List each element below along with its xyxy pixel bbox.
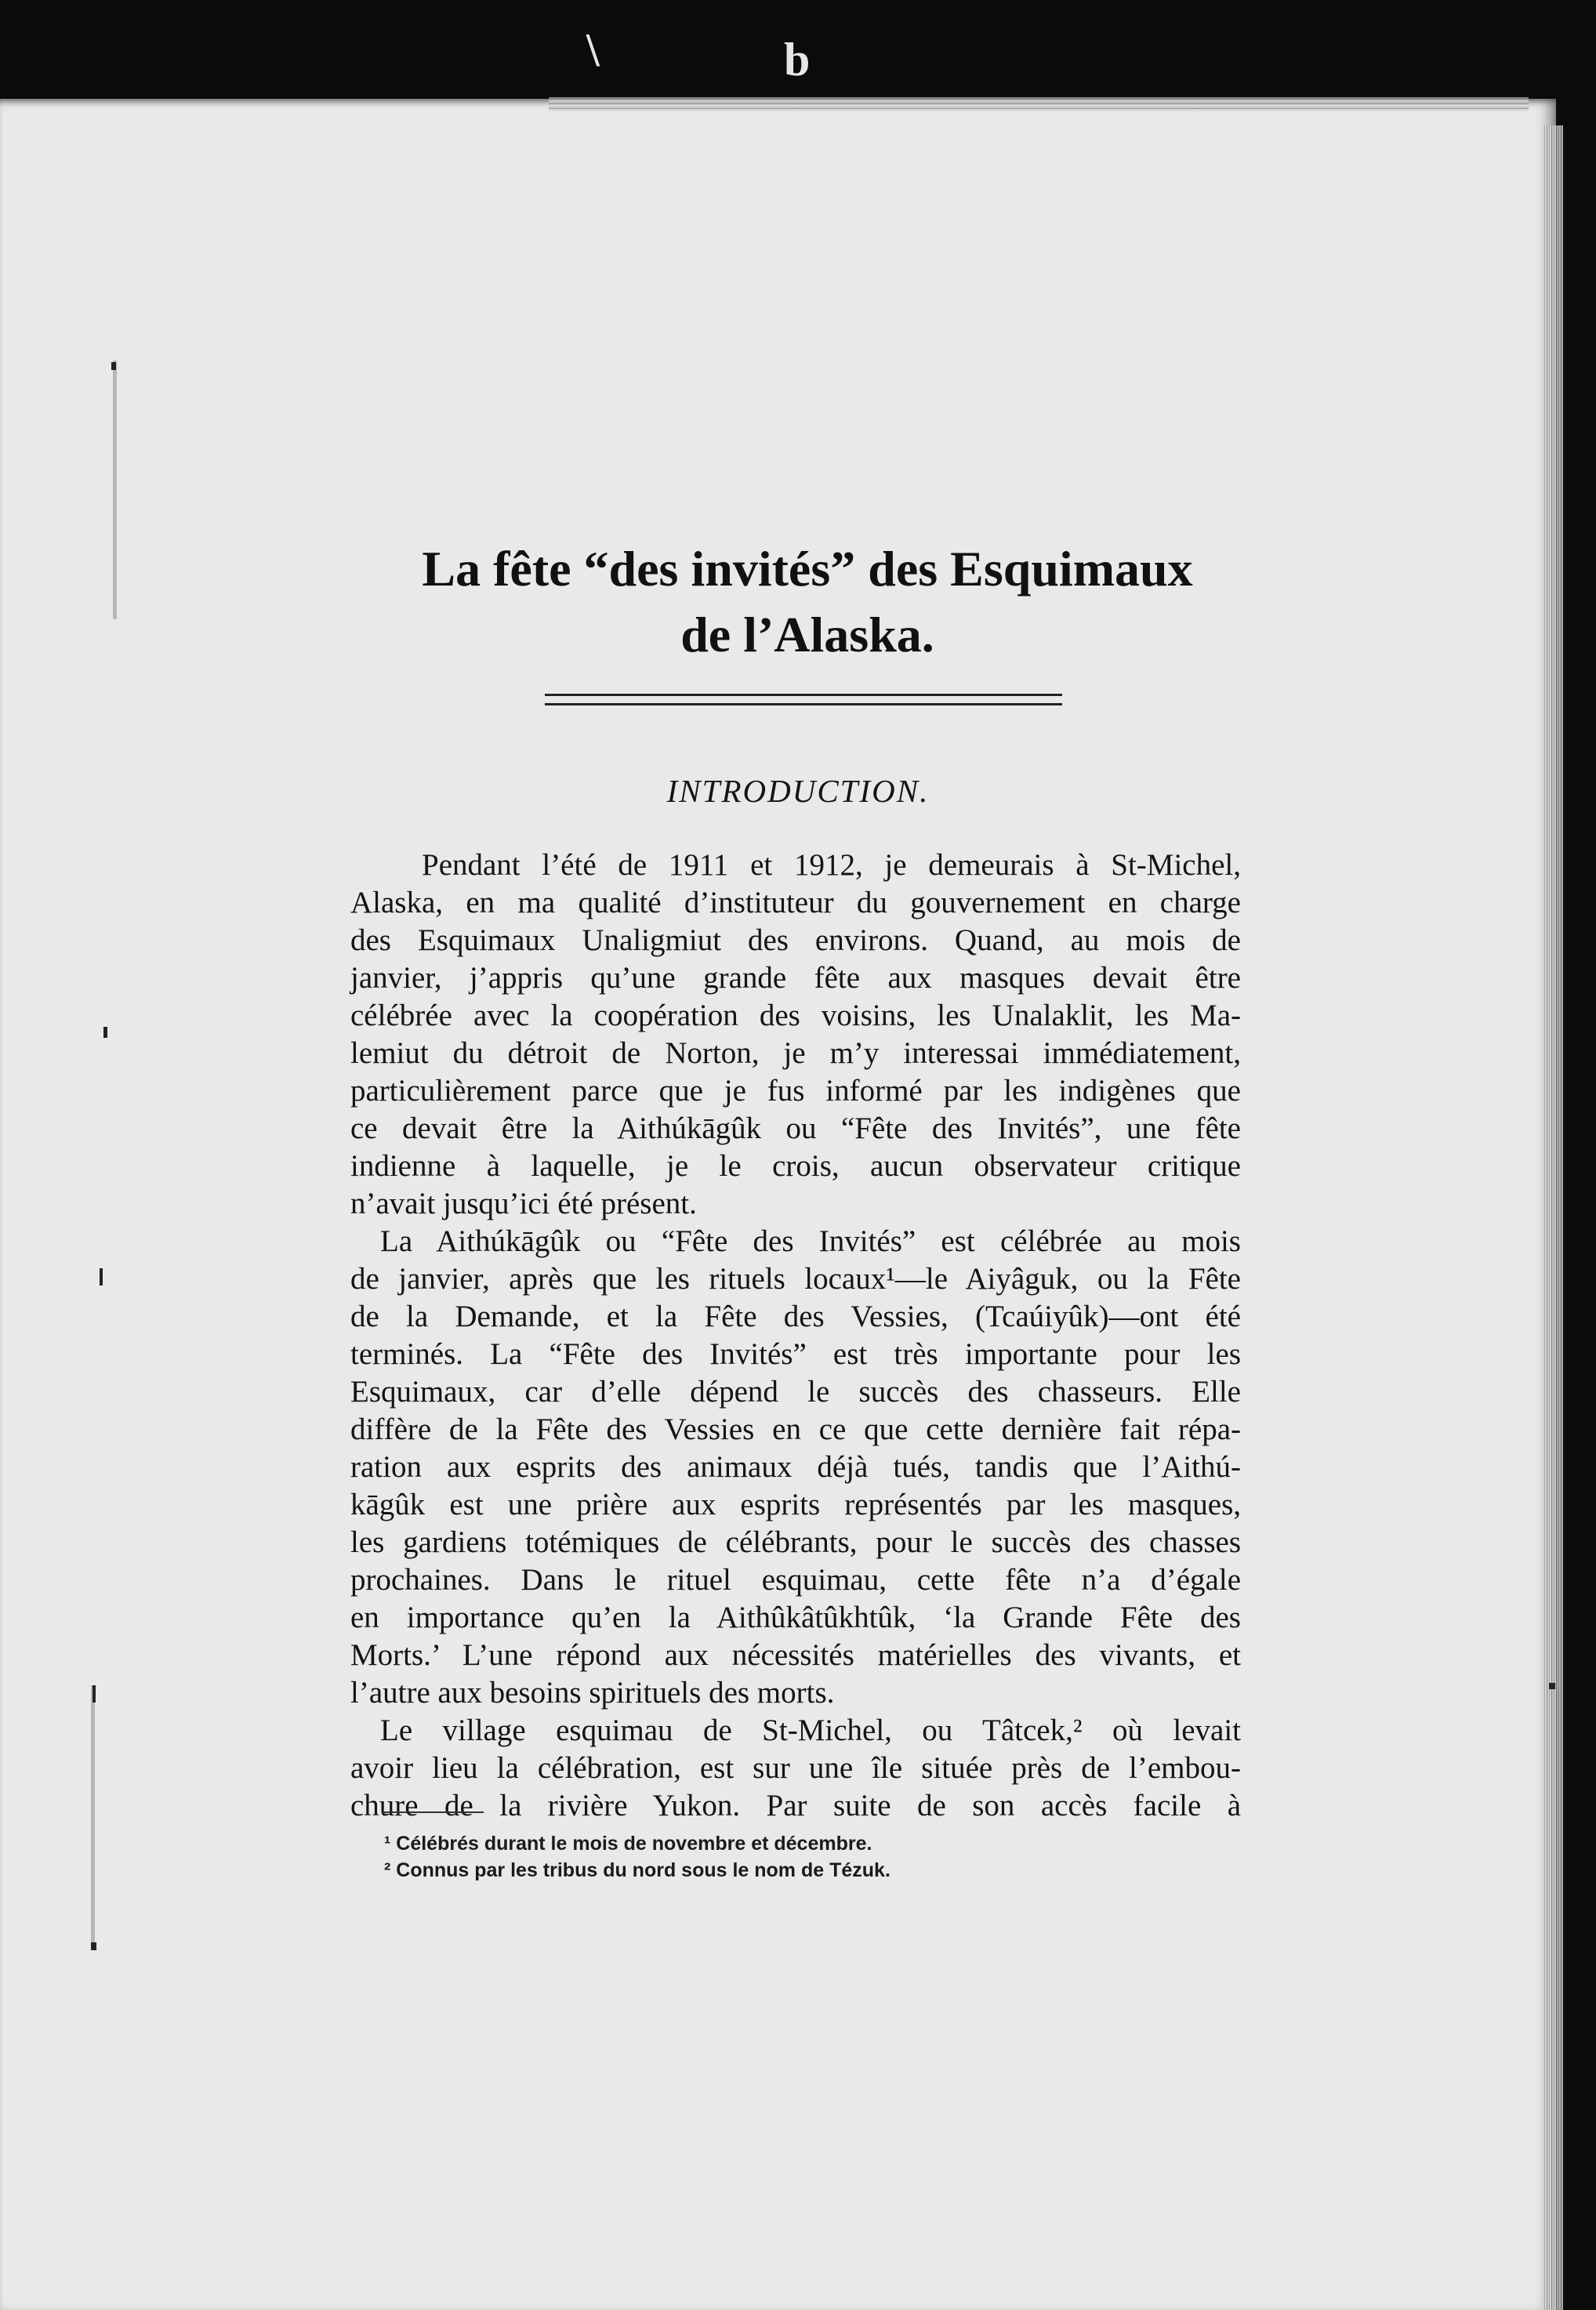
- page-right-edge: [1543, 125, 1563, 2310]
- body-line: prochaines. Dans le rituel esquimau, cette fête n’a d’égale: [350, 1563, 1241, 1597]
- margin-mark: [91, 1942, 96, 1950]
- body-line: Le village esquimau de St-Michel, ou Tâtcek,² où levait: [380, 1713, 1241, 1747]
- page-title-line-1: La fête “des invités” des Esquimaux: [422, 541, 1193, 597]
- body-line: indienne à laquelle, je le crois, aucun observateur critique: [350, 1149, 1241, 1183]
- margin-mark: [111, 362, 116, 370]
- header-mark-right: b: [784, 34, 811, 85]
- body-line: de janvier, après que les rituels locaux¹—le Aiyâguk, ou la Fête: [350, 1262, 1241, 1296]
- page-title-line-2: de l’Alaska.: [680, 607, 934, 662]
- body-line: diffère de la Fête des Vessies en ce que cette dernière fait répa-: [350, 1412, 1241, 1446]
- body-line: en importance qu’en la Aithûkâtûkhtûk, ‘la Grande Fête des: [350, 1601, 1241, 1634]
- margin-mark: [100, 1268, 103, 1286]
- margin-mark: [1549, 1683, 1555, 1689]
- header-mark-left: \: [586, 24, 600, 76]
- body-line: Morts.’ L’une répond aux nécessités matérielles des vivants, et: [350, 1638, 1241, 1672]
- body-line: ce devait être la Aithúkāgûk ou “Fête des Invités”, une fête: [350, 1111, 1241, 1145]
- body-line: avoir lieu la célébration, est sur une île située près de l’embou-: [350, 1751, 1241, 1785]
- body-line: kāgûk est une prière aux esprits représentés par les masques,: [350, 1488, 1241, 1521]
- body-line: Pendant l’été de 1911 et 1912, je demeurais à St-Michel,: [422, 848, 1241, 882]
- margin-mark: [91, 1685, 95, 1944]
- body-line: l’autre aux besoins spirituels des morts.: [350, 1676, 835, 1710]
- body-line: Esquimaux, car d’elle dépend le succès des chasseurs. Elle: [350, 1375, 1241, 1409]
- footnote-2: ² Connus par les tribus du nord sous le nom de Tézuk.: [384, 1859, 890, 1881]
- body-line: Alaska, en ma qualité d’instituteur du gouvernement en charge: [350, 886, 1241, 919]
- section-heading: INTRODUCTION.: [666, 773, 930, 809]
- margin-mark: [103, 1027, 107, 1038]
- body-line: n’avait jusqu’ici été présent.: [350, 1187, 697, 1220]
- body-line: lemiut du détroit de Norton, je m’y interessai immédiatement,: [350, 1036, 1241, 1070]
- body-line: particulièrement parce que je fus informé par les indigènes que: [350, 1074, 1241, 1108]
- body-line: La Aithúkāgûk ou “Fête des Invités” est célébrée au mois: [380, 1224, 1241, 1258]
- body-line: janvier, j’appris qu’une grande fête aux masques devait être: [350, 961, 1241, 995]
- margin-mark: [92, 1685, 96, 1703]
- body-line: ration aux esprits des animaux déjà tués, tandis que l’Aithú-: [350, 1450, 1241, 1484]
- page-top-edge: [549, 97, 1529, 111]
- margin-mark: [113, 361, 117, 619]
- body-line: de la Demande, et la Fête des Vessies, (Tcaúiyûk)—ont été: [350, 1300, 1241, 1333]
- title-rule: [545, 694, 1062, 696]
- body-line: des Esquimaux Unaligmiut des environs. Quand, au mois de: [350, 923, 1241, 957]
- body-line: chure de la rivière Yukon. Par suite de son accès facile à: [350, 1789, 1241, 1822]
- footnote-separator: [382, 1811, 484, 1813]
- body-line: terminés. La “Fête des Invités” est très importante pour les: [350, 1337, 1241, 1371]
- footnote-1: ¹ Célébrés durant le mois de novembre et décembre.: [384, 1833, 872, 1855]
- title-rule: [545, 703, 1062, 705]
- body-line: les gardiens totémiques de célébrants, pour le succès des chasses: [350, 1525, 1241, 1559]
- body-line: célébrée avec la coopération des voisins, les Unalaklit, les Ma-: [350, 999, 1241, 1032]
